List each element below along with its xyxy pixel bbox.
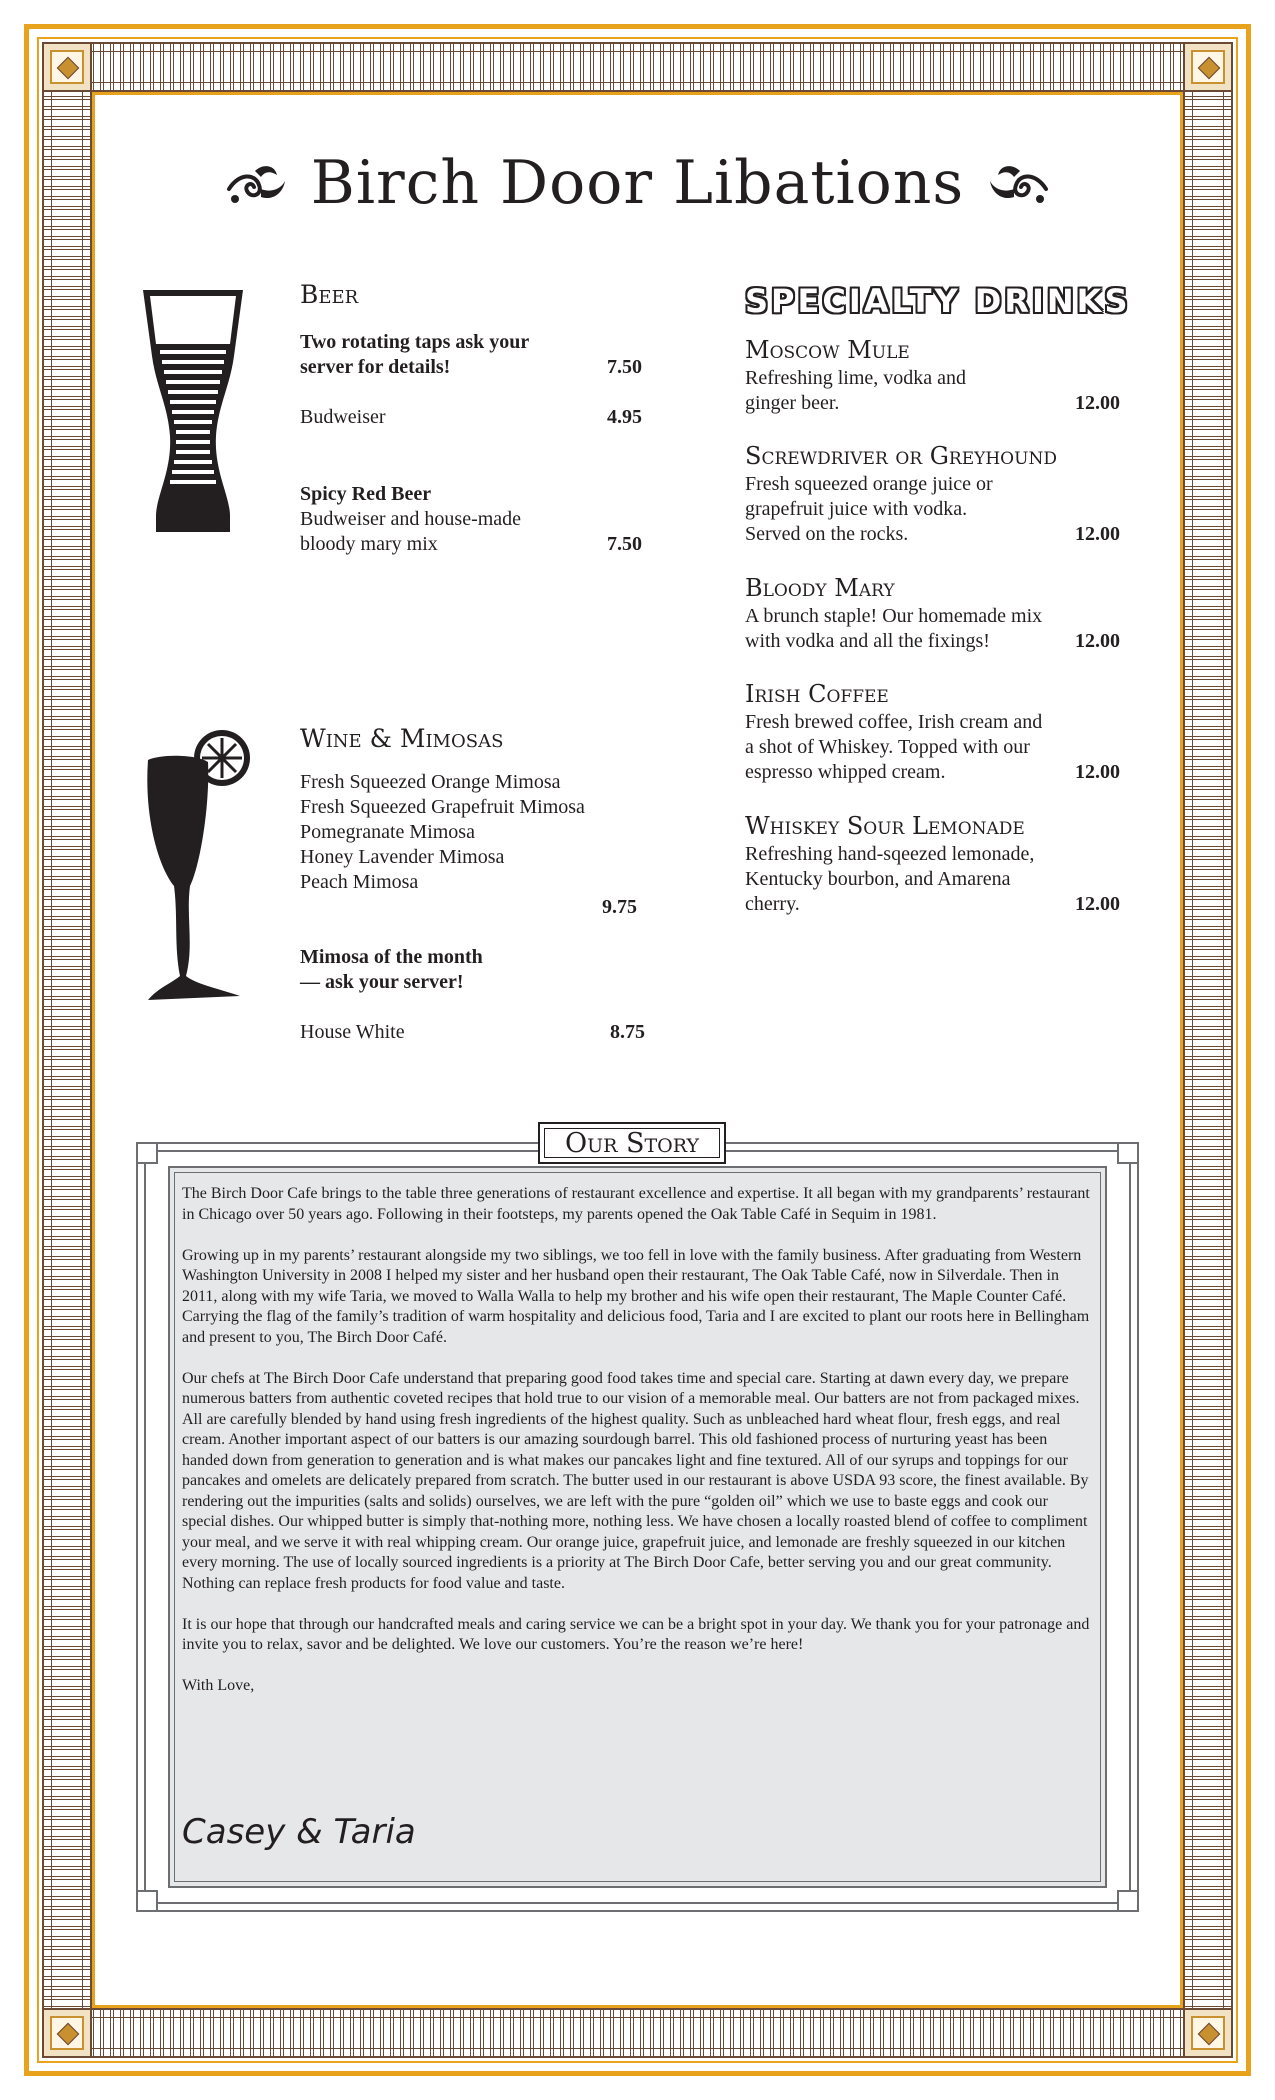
page-title: Birch Door Libations xyxy=(310,148,965,218)
drink-price: 12.00 xyxy=(1075,630,1120,652)
description-line: grapefruit juice with vodka. xyxy=(745,498,968,520)
description-line: a shot of Whiskey. Topped with our xyxy=(745,736,1030,758)
drink-description xyxy=(745,604,1120,654)
story-body xyxy=(182,1184,1092,1717)
beer-heading: Beer xyxy=(300,280,359,309)
item-price: 7.50 xyxy=(607,356,642,378)
story-closing: With Love, xyxy=(182,1677,255,1694)
menu-item-spicy-red-beer xyxy=(300,482,642,557)
description-line: cherry. xyxy=(745,893,800,915)
drink-price: 12.00 xyxy=(1075,523,1120,545)
right-ornament-band xyxy=(1183,42,1233,2058)
mimosa-list xyxy=(300,770,660,895)
story-paragraph: Growing up in my parents’ restaurant alongside my two siblings, we too fell in love with the family business. After graduating from Western Washington University in 2008 I helped my sister and her husband open their restaurant, The Oak Table Café, now in Silverdale. Then in 2011, along with my wife Taria, we moved to Walla Walla to help my brother and his wife open their restaurant, The Maple Counter Café. Carrying the flag of the family’s tradition of warm hospitality and delicious food, Taria and I are excited to plant our roots here in Bellingham and present to you, The Birch Door Café. xyxy=(182,1246,1090,1346)
item-name: Budweiser xyxy=(300,406,386,428)
description-line: ginger beer. xyxy=(745,392,840,414)
item-name: server for details! xyxy=(300,356,451,378)
drink-description xyxy=(745,842,1120,917)
specialty-drinks-heading: SPECIALTY DRINKS xyxy=(745,282,1131,320)
left-ornament-band xyxy=(42,42,92,2058)
item-description: Budweiser and house-made xyxy=(300,508,522,530)
mimosa-of-the-month xyxy=(300,945,620,995)
description-line: Fresh brewed coffee, Irish cream and xyxy=(745,711,1043,733)
frame-notch xyxy=(1117,1890,1139,1912)
list-item: Pomegranate Mimosa xyxy=(300,821,475,843)
description-line: Refreshing hand-sqeezed lemonade, xyxy=(745,843,1035,865)
corner-ornament-icon xyxy=(1183,2008,1233,2058)
item-price: 7.50 xyxy=(607,533,642,555)
frame-notch xyxy=(136,1890,158,1912)
beer-glass-icon xyxy=(138,286,248,536)
drink-description xyxy=(745,710,1120,785)
menu-item-budweiser xyxy=(300,405,642,430)
drink-irish-coffee xyxy=(745,680,1120,785)
drink-name: Moscow Mule xyxy=(745,336,910,364)
drink-screwdriver xyxy=(745,442,1120,547)
description-line: with vodka and all the fixings! xyxy=(745,630,990,652)
item-name: Spicy Red Beer xyxy=(300,483,432,505)
item-name: Two rotating taps ask your xyxy=(300,331,530,353)
mimosa-price: 9.75 xyxy=(602,896,637,918)
list-item: Peach Mimosa xyxy=(300,871,419,893)
drink-name: Whiskey Sour Lemonade xyxy=(745,812,1025,840)
story-paragraph: Our chefs at The Birch Door Cafe understand that preparing good food takes time and special care. Starting at dawn every day, we prepare numerous batters from authentic coveted recipes that hold true to our vision of a memorable meal. Our batters are not from packaged mixes. All are carefully blended by hand using fresh ingredients of the highest quality. Such as unbleached hard wheat flour, fresh eggs, and real cream. Another important aspect of our batters is our amazing sourdough barrel. This old fashioned process of nurturing yeast has been handed down from generation to generation and is what makes our pancakes light and fine textured. All of our syrups and toppings for our pancakes and omelets are delicately prepared from scratch. The butter used in our restaurant is above USDA 93 score, the finest available. By rendering out the impurities (salts and solids) ourselves, we are left with the pure “golden oil” which we use to baste eggs and cook our special dishes. Our whipped butter is simply that-nothing more, nothing less. We have chosen a locally roasted blend of coffee to compliment your meal, and we serve it with real whipping cream. Our orange juice, grapefruit juice, and lemonade are freshly squeezed in our kitchen every morning. The use of locally sourced ingredients is a priority at The Birch Door Cafe, better serving you and our great community. Nothing can replace fresh products for food value and taste. xyxy=(182,1369,1089,1592)
drink-name: Screwdriver or Greyhound xyxy=(745,442,1057,470)
right-flourish-icon xyxy=(986,159,1050,207)
drink-bloody-mary xyxy=(745,574,1120,654)
drink-price: 12.00 xyxy=(1075,893,1120,915)
signature: Casey & Taria xyxy=(182,1812,416,1852)
corner-ornament-icon xyxy=(42,42,92,92)
description-line: Served on the rocks. xyxy=(745,523,909,545)
item-note: — ask your server! xyxy=(300,971,464,993)
drink-name: Irish Coffee xyxy=(745,680,889,708)
frame-notch xyxy=(136,1142,158,1164)
frame-notch xyxy=(1117,1142,1139,1164)
story-paragraph: It is our hope that through our handcrafted meals and caring service we can be a bright spot in your day. We thank you for your patronage and invite you to relax, savor and be delighted. We love our customers. You’re the reason we’re here! xyxy=(182,1615,1090,1653)
description-line: Kentucky bourbon, and Amarena xyxy=(745,868,1011,890)
menu-item-rotating-taps xyxy=(300,330,642,380)
item-price: 4.95 xyxy=(607,406,642,428)
description-line: Fresh squeezed orange juice or xyxy=(745,473,993,495)
drink-moscow-mule xyxy=(745,336,1120,416)
drink-whiskey-sour-lemonade xyxy=(745,812,1120,917)
list-item: Fresh Squeezed Orange Mimosa xyxy=(300,771,561,793)
item-name: House White xyxy=(300,1021,405,1043)
story-heading: Our Story xyxy=(564,1127,700,1159)
drink-price: 12.00 xyxy=(1075,392,1120,414)
corner-ornament-icon xyxy=(1183,42,1233,92)
wine-heading: Wine & Mimosas xyxy=(300,724,504,753)
description-line: Refreshing lime, vodka and xyxy=(745,367,967,389)
description-line: espresso whipped cream. xyxy=(745,761,946,783)
item-price: 8.75 xyxy=(610,1021,645,1043)
list-item: Honey Lavender Mimosa xyxy=(300,846,505,868)
drink-description xyxy=(745,472,1120,547)
description-line: A brunch staple! Our homemade mix xyxy=(745,605,1043,627)
left-flourish-icon xyxy=(225,159,289,207)
drink-price: 12.00 xyxy=(1075,761,1120,783)
corner-ornament-icon xyxy=(42,2008,92,2058)
top-ornament-band xyxy=(42,42,1233,92)
list-item: Fresh Squeezed Grapefruit Mimosa xyxy=(300,796,585,818)
menu-item-house-white xyxy=(300,1020,645,1045)
item-name: Mimosa of the month xyxy=(300,946,483,968)
drink-description xyxy=(745,366,1120,416)
story-paragraph: The Birch Door Cafe brings to the table three generations of restaurant excellence and expertise. It all began with my grandparents’ restaurant in Chicago over 50 years ago. Following in their footsteps, my parents opened the Oak Table Café in Sequim in 1981. xyxy=(182,1185,1090,1223)
story-heading-tab xyxy=(538,1122,726,1164)
bottom-ornament-band xyxy=(42,2008,1233,2058)
mimosa-glass-icon xyxy=(140,726,264,1008)
title-row xyxy=(100,138,1175,228)
drink-name: Bloody Mary xyxy=(745,574,895,602)
item-description: bloody mary mix xyxy=(300,533,438,555)
